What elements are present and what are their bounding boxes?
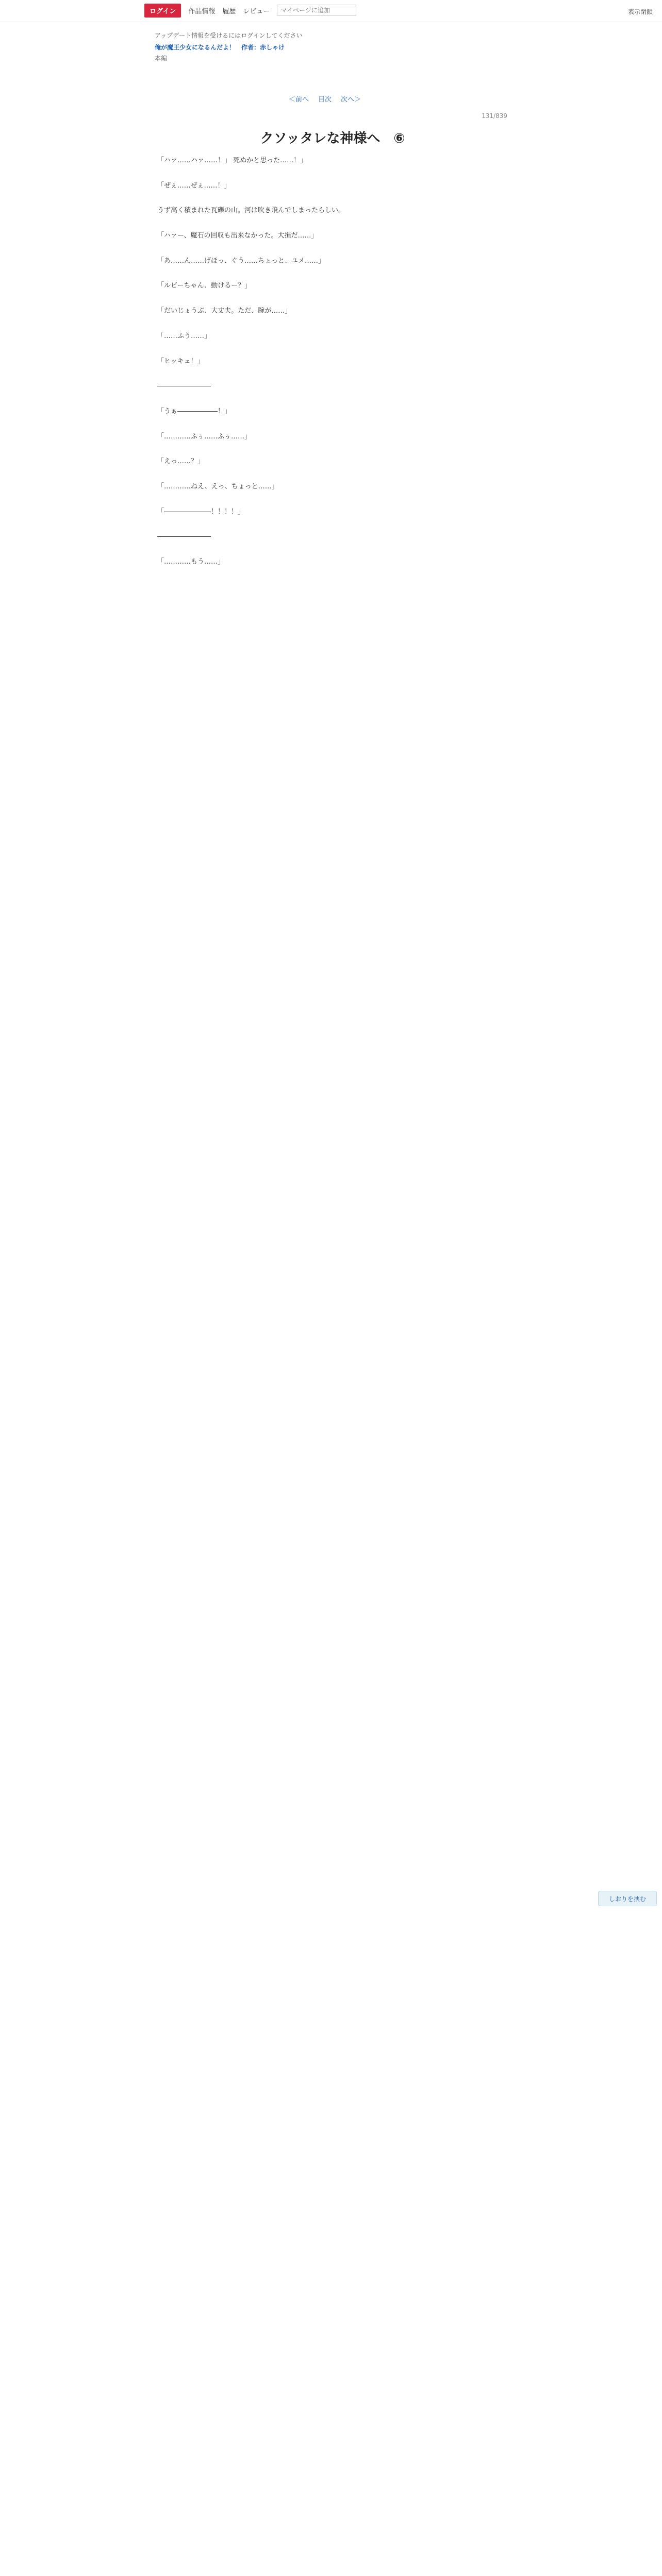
novel-paragraph: ―――――――― <box>157 533 211 541</box>
chapter-title: クソッタレな神様へ ⑥ <box>260 131 405 146</box>
page-counter: 131/839 <box>482 112 507 120</box>
series-title[interactable]: 俺が魔王少女になるんだよ！ 作者：赤しゃけ <box>155 44 285 51</box>
novel-paragraph: 「ハァー、魔石の回収も出来なかった。大損だ……」 <box>157 232 318 240</box>
novel-paragraph: 「……ふう……」 <box>157 332 211 340</box>
novel-paragraph: 「ルビーちゃん、動けるー？」 <box>157 282 252 290</box>
novel-paragraph: 「ぜぇ……ぜぇ……！」 <box>157 181 231 190</box>
add-to-mypage-box[interactable] <box>277 5 356 16</box>
work-header <box>155 31 510 62</box>
novel-body <box>157 155 513 581</box>
series-tags: 本編 <box>155 55 168 62</box>
next-link[interactable]: 次へ＞ <box>341 96 361 104</box>
novel-paragraph: ―――――――― <box>157 382 211 391</box>
novel-paragraph: 「だいじょうぶ、大丈夫。ただ、腕が……」 <box>157 307 292 315</box>
login-button[interactable]: ログイン <box>144 4 181 18</box>
topbar <box>0 0 662 22</box>
bookmark-side-tab[interactable]: しおりを挟む <box>598 1891 657 1906</box>
novel-paragraph: 「ハァ……ハァ……！」 死ぬかと思った……！」 <box>157 157 307 164</box>
novel-paragraph: 「…………ねえ、えっ、ちょっと……」 <box>157 482 278 490</box>
novel-paragraph: 「あ……ん……げほっ、ぐう……ちょっと、ユメ……」 <box>157 257 325 265</box>
novel-paragraph: 「―――――――！！！！」 <box>157 507 245 516</box>
novel-paragraph: 「…………ふぅ……ふぅ……」 <box>157 432 252 440</box>
novel-paragraph: 「ヒッキェ！」 <box>157 357 204 365</box>
novel-paragraph: 「うぁ――――――！」 <box>157 407 231 415</box>
nav-link-review[interactable]: レビュー <box>243 7 270 15</box>
novel-paragraph: 「…………もう……」 <box>157 558 225 566</box>
nav-link-info[interactable]: 作品情報 <box>188 7 216 15</box>
novel-paragraph: うず高く積まれた瓦礫の山。河は吹き飛んでしまったらしい。 <box>157 207 345 215</box>
novel-paragraph: 「えっ……？」 <box>157 457 205 466</box>
nav-link-history[interactable]: 履歴 <box>222 7 236 15</box>
login-notice[interactable]: アップデート情報を受けるにはログインしてください <box>155 32 303 39</box>
topbar-inner <box>144 4 356 16</box>
close-display-button[interactable]: 表示閉鎖 <box>627 8 653 15</box>
toc-link[interactable]: 目次 <box>318 96 332 104</box>
chapter-pager <box>289 94 361 104</box>
prev-link[interactable]: ＜前へ <box>289 96 309 104</box>
